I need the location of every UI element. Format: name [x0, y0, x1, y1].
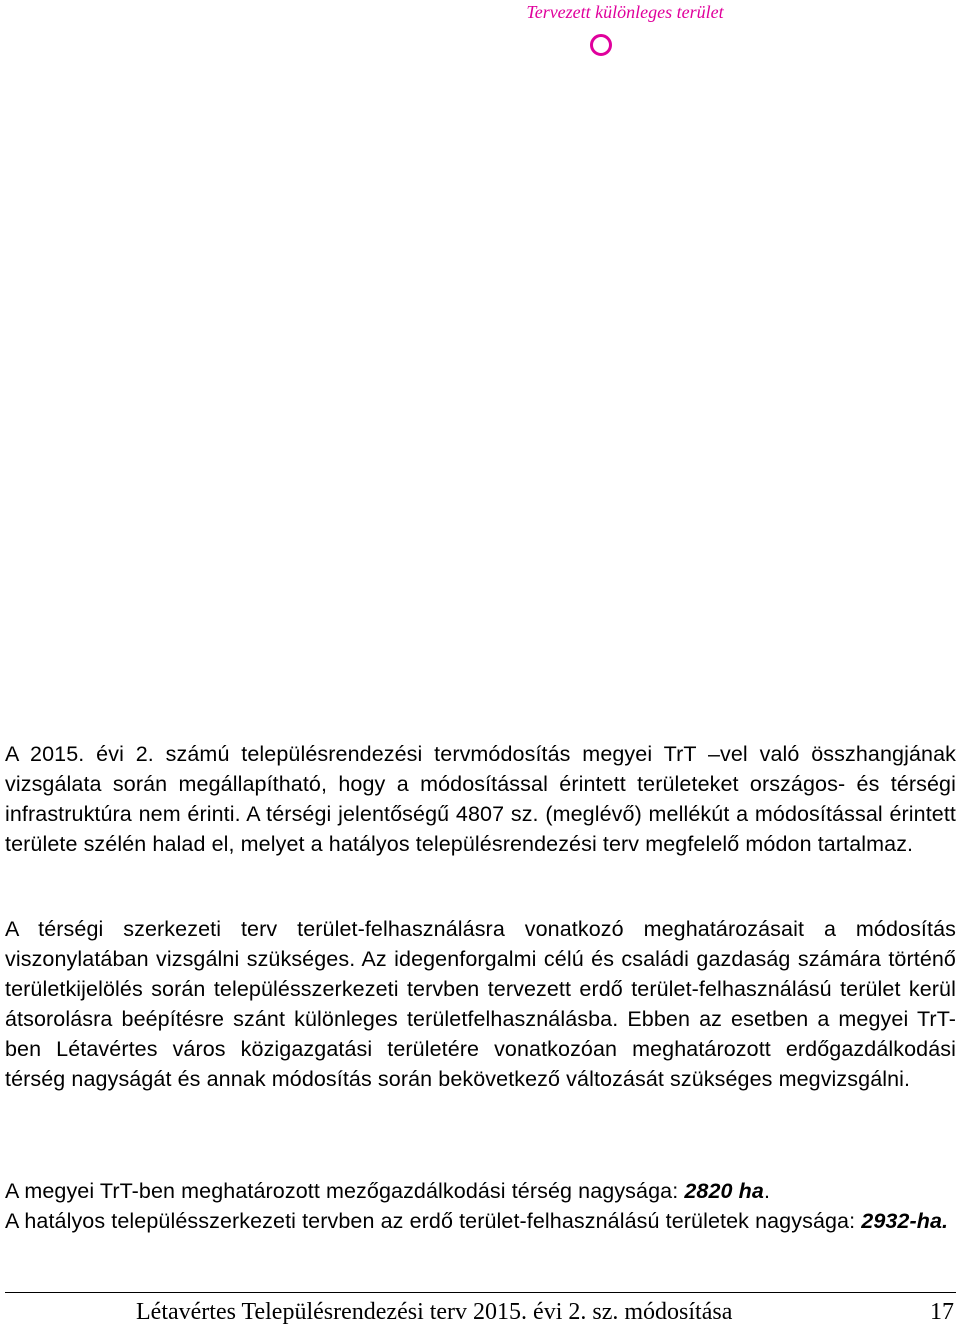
forest-area-line: A hatályos településszerkezeti tervben az erdő terület-felhasználású területek nagysága: 2932-ha.	[5, 1209, 949, 1233]
page-number: 17	[930, 1299, 954, 1325]
paragraph-structure-plan: A térségi szerkezeti terv terület-felhasználásra vonatkozó meghatározásait a módosítás viszonylatában vizsgálni szükséges. Az idegenforgalmi célú és családi gazdaság számára történő területkijelölés során településszerkezeti tervben tervezett erdő terület-felhasználású terület kerül átsorolásra beépítésre szánt különleges területfelhasználásba. Ebben az esetben a megyei TrT-ben Létavértes város közigazgatási területére vonatkozóan meghatározott erdőgazdálkodási térség nagyságát és annak módosítás során bekövetkező változását szükséges megvizsgálni.	[5, 917, 956, 1091]
agricultural-area-value: 2820 ha	[684, 1179, 764, 1203]
agricultural-area-line: A megyei TrT-ben meghatározott mezőgazdálkodási térség nagysága: 2820 ha.	[5, 1179, 771, 1203]
paragraph-infrastructure: A 2015. évi 2. számú településrendezési tervmódosítás megyei TrT –vel való összhangjának vizsgálata során megállapítható, hogy a módosítással érintett területeket országos- és térségi infrastruktúra nem érinti. A térségi jelentőségű 4807 sz. (meglévő) mellékút a módosítással érintett területe szélén halad el, melyet a hatályos településrendezési terv megfelelő módon tartalmaz.	[5, 742, 956, 856]
paragraph-area-sizes	[5, 1176, 956, 1236]
legend-label: Tervezett különleges terület	[526, 2, 724, 22]
footer-divider	[5, 1292, 956, 1293]
planned-special-area-circle-icon	[589, 33, 613, 57]
footer-title: Létavértes Településrendezési terv 2015. évi 2. sz. módosítása	[136, 1299, 733, 1325]
forest-area-value: 2932-ha.	[861, 1209, 949, 1233]
